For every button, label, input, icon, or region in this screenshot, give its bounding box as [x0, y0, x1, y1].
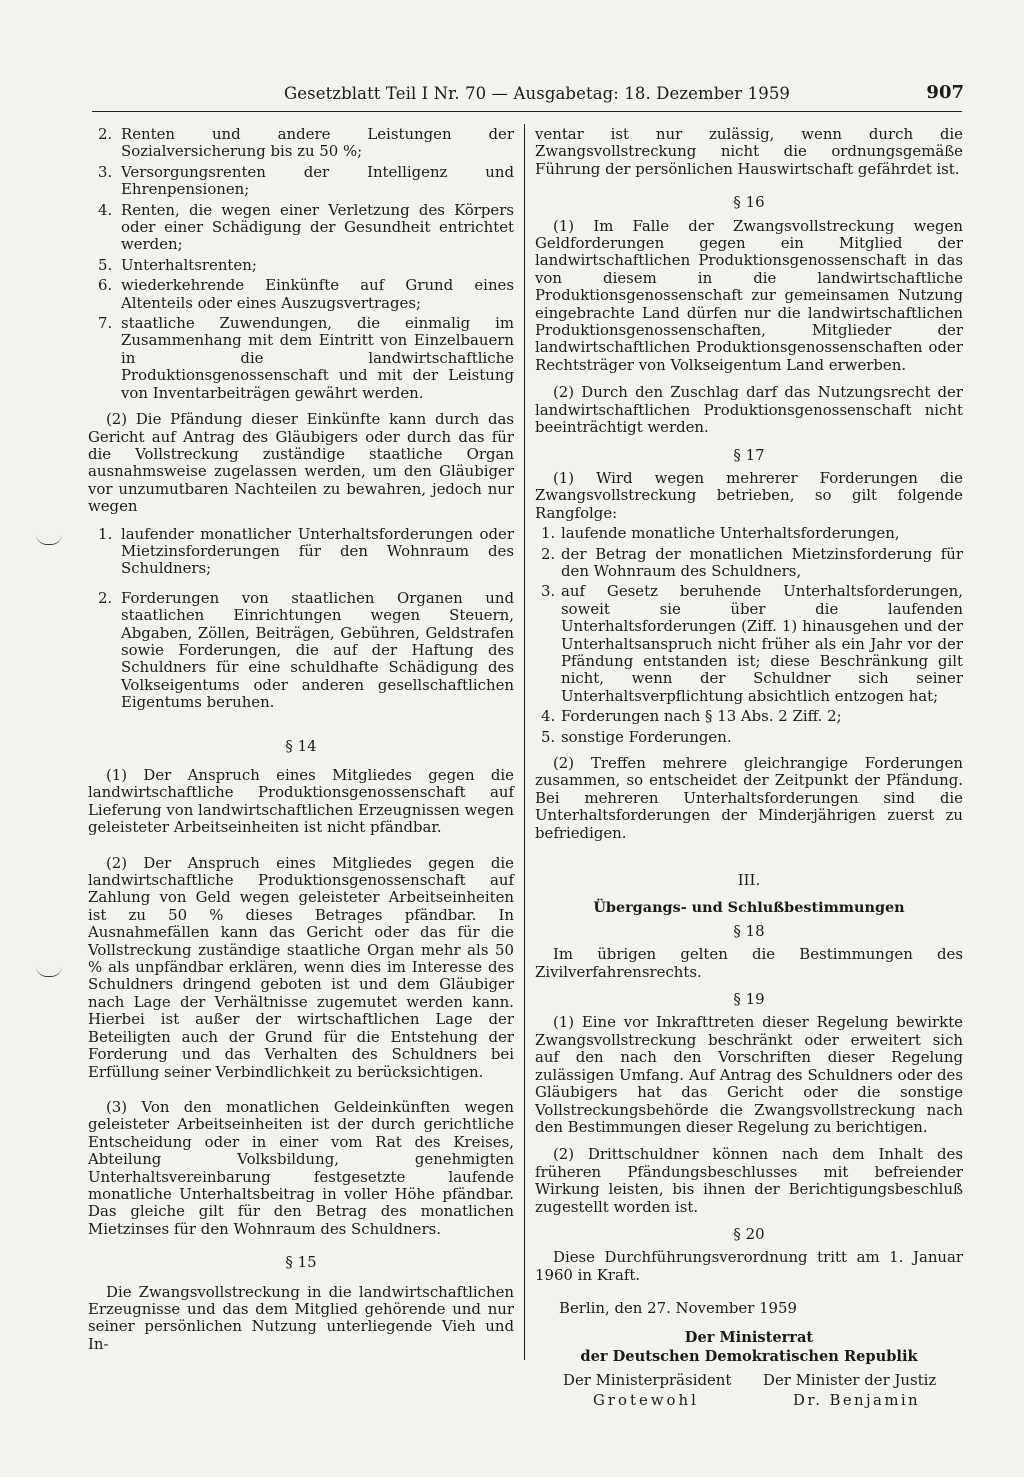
signer-name: Dr. Benjamin	[793, 1390, 920, 1409]
section-heading: § 18	[733, 921, 765, 940]
part-title: Übergangs- und Schlußbestimmungen	[593, 899, 905, 917]
part-number: III.	[737, 871, 761, 890]
list-item: 2. Forderungen von staatlichen Organen und staatlichen Einrichtungen wegen Steuern, Abgaben, Zöllen, Beiträgen, Gebühren, Geldstrafen sowie Forderungen, die auf der Haftung des Schuldners für eine schuldhafte Schädigung des Volkseigentums oder anderen gesellschaftlichen Eigentums beruhen.	[98, 588, 514, 712]
section-heading: § 15	[285, 1253, 317, 1272]
section-heading: § 16	[733, 193, 765, 212]
list-item: 1. laufender monatlicher Unterhaltsforderungen oder Mietzinsforderungen für den Wohnraum des Schuldners;	[98, 524, 514, 578]
signer-title: Der Minister der Justiz	[763, 1370, 937, 1389]
section-heading: § 19	[733, 990, 765, 1009]
list-item: 1. laufende monatliche Unterhaltsforderungen,	[541, 524, 900, 543]
issuer-line: der Deutschen Demokratischen Republik	[580, 1347, 918, 1365]
paragraph: (3) Von den monatlichen Geldeinkünften wegen geleisteter Arbeitseinheiten ist der durch gerichtliche Entscheidung oder in einer vom Rat des Kreises, Abteilung Volksbildung, genehmigten Unterhaltsvereinbarung festgesetzte laufende monatliche Unterhaltsbeitrag in voller Höhe pfändbar. Das gleiche gilt für den Betrag des monatlichen Mietzinses für den Wohnraum des Schuldners.	[88, 1097, 514, 1238]
right-column	[535, 126, 963, 1416]
paragraph: (1) Eine vor Inkrafttreten dieser Regelung bewirkte Zwangsvollstreckung beschränkt oder erweitert sich auf den nach den Vorschriften dieser Regelung zulässigen Umfang. Auf Antrag des Schuldners oder des Gläubigers hat das Gericht oder die sonstige Vollstreckungsbehörde die Zwangsvollstreckung nach den Bestimmungen dieser Regelung zu berichtigen.	[535, 1013, 963, 1136]
section-heading: § 20	[733, 1224, 765, 1243]
paragraph: (2) Treffen mehrere gleichrangige Forderungen zusammen, so entscheidet der Zeitpunkt der Pfändung. Bei mehreren Unterhaltsforderungen sind die Unterhaltsforderungen der Minderjährigen zuerst zu befriedigen.	[535, 754, 963, 842]
list-item: 5. Unterhaltsrenten;	[98, 255, 257, 274]
paragraph: (2) Der Anspruch eines Mitgliedes gegen die landwirtschaftliche Produktionsgenossenschaft auf Zahlung von Geld wegen geleisteter Arbeitseinheiten ist zu 50 % dieses Betrages pfändbar. In Ausnahmefällen kann das Gericht oder das für die Vollstreckung zuständige staatliche Organ mehr als 50 % als unpfändbar erklären, wenn dies im Interesse des Schuldners dringend geboten ist und dem Gläubiger nach Lage der Verhältnisse zugemutet werden kann. Hierbei ist außer der wirtschaftlichen Lage der Beteiligten auch der Grund für die Entstehung der Forderung und das Verhalten des Schuldners bei Erfüllung seiner Verbindlichkeit zu berücksichtigen.	[88, 853, 514, 1081]
signer-title: Der Ministerpräsident	[563, 1370, 732, 1389]
list-item: 3. auf Gesetz beruhende Unterhaltsforderungen, soweit sie über die laufenden Unterhaltsforderungen (Ziff. 1) hinausgehen und der Unterhaltsanspruch nicht früher als ein Jahr vor der Pfändung entstanden ist; diese Beschränkung gilt nicht, wenn der Schuldner sich seiner Unterhaltsverpflichtung absichtlich entzogen hat;	[541, 582, 963, 705]
list-item: 5. sonstige Forderungen.	[541, 727, 732, 746]
list-item: 2. der Betrag der monatlichen Mietzinsforderung für den Wohnraum des Schuldners,	[541, 544, 963, 580]
signer-name: Grotewohl	[593, 1390, 699, 1409]
list-item: 6. wiederkehrende Einkünfte auf Grund eines Altenteils oder eines Auszugsvertrages;	[98, 276, 514, 312]
paragraph: (1) Im Falle der Zwangsvollstreckung wegen Geldforderungen gegen ein Mitglied der landwirtschaftlichen Produktionsgenossenschaft in das von diesem in die landwirtschaftliche Produktionsgenossenschaft zur gemeinsamen Nutzung eingebrachte Land dürfen nur die landwirtschaftlichen Produktionsgenossenschaften, Mitglieder der landwirtschaftlichen Produktionsgenossenschaften oder Rechtsträger von Volkseigentum Land erwerben.	[535, 216, 963, 374]
left-column	[88, 126, 514, 1363]
paragraph: (1) Wird wegen mehrerer Forderungen die Zwangsvollstreckung betrieben, so gilt folgende Rangfolge:	[535, 468, 963, 522]
page-number: 907	[926, 82, 964, 103]
place-date: Berlin, den 27. November 1959	[559, 1299, 797, 1318]
list-item: 7. staatliche Zuwendungen, die einmalig im Zusammenhang mit dem Eintritt von Einzelbauern in die landwirtschaftliche Produktionsgenossenschaft und mit der Leistung von Inventarbeiträgen gewährt werden.	[98, 314, 514, 402]
list-item: 2. Renten und andere Leistungen der Sozialversicherung bis zu 50 %;	[98, 125, 514, 161]
page-header	[88, 82, 964, 110]
paragraph: ventar ist nur zulässig, wenn durch die Zwangsvollstreckung nicht die ordnungsgemäße Führung der persönlichen Hauswirtschaft gefährdet ist.	[535, 125, 963, 178]
paragraph: (2) Durch den Zuschlag darf das Nutzungsrecht der landwirtschaftlichen Produktionsgenossenschaft nicht beeinträchtigt werden.	[535, 383, 963, 437]
paragraph: (2) Drittschuldner können nach dem Inhalt des früheren Pfändungsbeschlusses mit befreiender Wirkung leisten, bis ihnen der Berichtigungsbeschluß zugestellt worden ist.	[535, 1145, 963, 1216]
list-item: 4. Forderungen nach § 13 Abs. 2 Ziff. 2;	[541, 707, 842, 726]
header-rule	[92, 111, 962, 112]
list-item: 3. Versorgungsrenten der Intelligenz und Ehrenpensionen;	[98, 162, 514, 199]
column-divider	[524, 124, 525, 1360]
paragraph: Diese Durchführungsverordnung tritt am 1. Januar 1960 in Kraft.	[535, 1248, 963, 1284]
income-list	[88, 126, 514, 402]
list-item: 4. Renten, die wegen einer Verletzung des Körpers oder einer Schädigung der Gesundheit entrichtet werden;	[98, 200, 514, 254]
signer-left	[563, 1372, 731, 1410]
paragraph: Im übrigen gelten die Bestimmungen des Zivilverfahrensrechts.	[535, 945, 963, 981]
signer-right	[763, 1372, 936, 1410]
paragraph: (1) Der Anspruch eines Mitgliedes gegen die landwirtschaftliche Produktionsgenossenschaft auf Lieferung von landwirtschaftlichen Erzeugnissen wegen geleisteter Arbeitseinheiten ist nicht pfändbar.	[88, 766, 514, 837]
issuer-line: Der Ministerrat	[684, 1328, 814, 1346]
ranking-list	[535, 525, 963, 746]
exception-list	[88, 526, 514, 712]
section-heading: § 17	[733, 445, 765, 464]
margin-mark	[36, 966, 62, 977]
signature-block	[535, 1372, 963, 1416]
header-title: Gesetzblatt Teil I Nr. 70 — Ausgabetag: 18. Dezember 1959	[284, 84, 791, 103]
margin-mark	[36, 534, 62, 545]
paragraph: Die Zwangsvollstreckung in die landwirtschaftlichen Erzeugnisse und das dem Mitglied gehörende und nur seiner persönlichen Nutzung unterliegende Vieh und In-	[88, 1282, 514, 1353]
paragraph: (2) Die Pfändung dieser Einkünfte kann durch das Gericht auf Antrag des Gläubigers oder durch das für die Vollstreckung zuständige staatliche Organ ausnahmsweise zugelassen werden, um den Gläubiger vor unzumutbaren Nachteilen zu bewahren, jedoch nur wegen	[88, 410, 514, 516]
section-heading: § 14	[285, 736, 317, 755]
